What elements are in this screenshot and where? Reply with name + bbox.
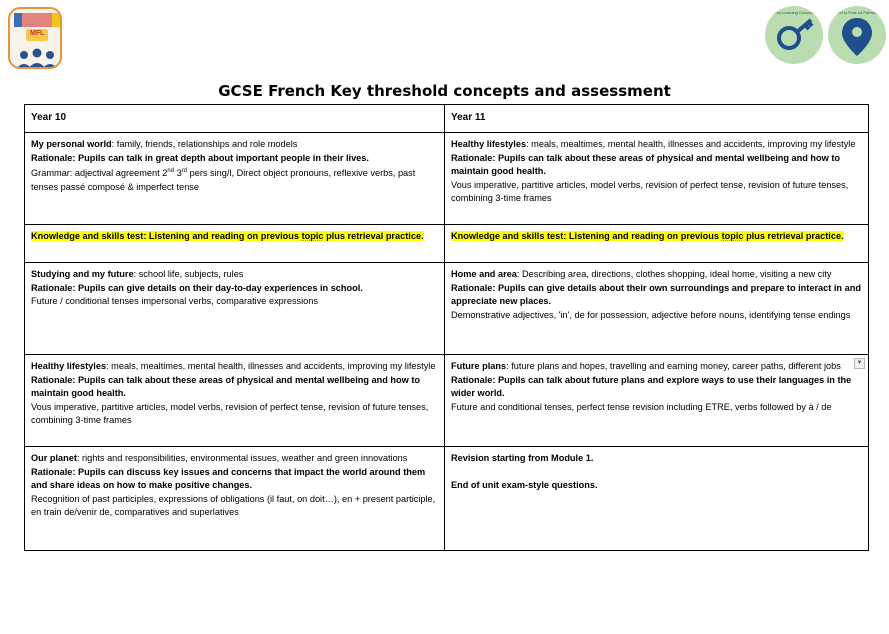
assessment-table: [24, 104, 869, 551]
topic-title: Future plans: [451, 361, 507, 371]
cell-y11-future-plans: [445, 355, 869, 447]
mfl-logo-text: MFL: [30, 30, 45, 37]
rationale: Rationale: Pupils can talk about these areas of physical and mental wellbeing and how to maintain good health.: [451, 152, 841, 176]
grammar-text: Vous imperative, partitive articles, model verbs, revision of perfect tense, revision of future tenses, combining 3-time frames: [451, 179, 849, 203]
rationale: Rationale: Pupils can discuss key issues and concerns that impact the world around them and share ideas on how to make positive changes.: [31, 466, 426, 490]
cell-y11-healthy-lifestyles: [445, 133, 869, 225]
header-year-11: Year 11: [445, 105, 869, 133]
grammar-text: Grammar: adjectival agreement 2: [31, 168, 168, 179]
test-text-part: plus retrieval practice.: [323, 231, 424, 241]
cell-y10-test: [25, 225, 445, 263]
topic-title: Home and area: [451, 269, 517, 279]
rationale: Rationale: Pupils can give details about their own surroundings and prepare to interact in and appreciate new places.: [451, 282, 861, 306]
grammar-sup: rd: [181, 168, 188, 174]
test-text-part: plus retrieval practice.: [743, 231, 844, 241]
rationale: Rationale: Pupils can talk about these areas of physical and mental wellbeing and how to maintain good health.: [31, 374, 421, 398]
cell-y10-personal-world: [25, 133, 445, 225]
grammar-text: pers sing/l, Direct object pronouns, reflexive verbs, past tenses passé composé & imperfect tense: [31, 168, 416, 192]
test-text: [451, 231, 844, 241]
key-concept-label: Key Learning Concept: [774, 10, 814, 15]
rationale: Rationale: Pupils can give details on their day-to-day experiences in school.: [31, 282, 363, 293]
topic-title: Healthy lifestyles: [451, 139, 527, 149]
grammar-sup: nd: [167, 168, 175, 174]
table-row: [25, 133, 869, 225]
rationale: Rationale: Pupils can talk about future plans and explore ways to use their languages in the wider world.: [451, 374, 852, 398]
cell-y11-test: [445, 225, 869, 263]
pathway-label: KS4 to Post-16 Pathway: [835, 10, 879, 15]
topic-description: : Describing area, directions, clothes shopping, ideal home, visiting a new city: [516, 269, 832, 279]
key-concept-icon: [765, 6, 823, 64]
pathway-pin-icon: [828, 6, 886, 64]
topic-title: Studying and my future: [31, 269, 134, 279]
cell-y11-revision: [445, 447, 869, 551]
table-row: [25, 263, 869, 355]
table-row: [25, 447, 869, 551]
topic-description: : future plans and hopes, travelling and earning money, career paths, different jobs: [506, 361, 841, 371]
topic-title: Our planet: [31, 453, 77, 463]
chevron-down-icon[interactable]: ▼: [854, 358, 865, 369]
exam-questions-text: End of unit exam-style questions.: [451, 480, 598, 490]
topic-description: : meals, mealtimes, mental health, illnesses and accidents, improving my lifestyle: [526, 139, 856, 149]
table-header-row: [25, 105, 869, 133]
grammar-text: Future / conditional tenses impersonal verbs, comparative expressions: [31, 296, 318, 306]
test-text-part: topic: [301, 231, 324, 241]
rationale: Rationale: Pupils can talk in great depth about important people in their lives.: [31, 152, 369, 163]
topic-description: : rights and responsibilities, environmental issues, weather and green innovations: [76, 453, 408, 463]
grammar-text: Vous imperative, partitive articles, model verbs, revision of perfect tense, revision of future tenses, combining 3-time frames: [31, 401, 429, 425]
cell-y10-healthy-lifestyles: [25, 355, 445, 447]
grammar-text: Demonstrative adjectives, 'in', de for possession, adjective before nouns, identifying tense endings: [451, 309, 851, 320]
topic-title: Healthy lifestyles: [31, 361, 107, 371]
cell-y10-our-planet: [25, 447, 445, 551]
test-text-part: topic: [721, 231, 744, 241]
test-text: [31, 231, 424, 241]
revision-text: Revision starting from Module 1.: [451, 453, 594, 463]
topic-description: : family, friends, relationships and role models: [111, 139, 298, 149]
table-row-test: [25, 225, 869, 263]
topic-title: My personal world: [31, 139, 112, 149]
topic-description: : school life, subjects, rules: [133, 269, 244, 279]
cell-y10-studying: [25, 263, 445, 355]
cell-y11-home-area: [445, 263, 869, 355]
page-title: GCSE French Key threshold concepts and assessment: [218, 82, 671, 100]
table-row: [25, 355, 869, 447]
grammar-text: Future and conditional tenses, perfect tense revision including ETRE, verbs followed by à / de: [451, 401, 832, 412]
header-year-10: Year 10: [25, 105, 445, 133]
topic-description: : meals, mealtimes, mental health, illnesses and accidents, improving my lifestyle: [106, 361, 436, 371]
test-text-part: Knowledge and skills test: Listening and reading on previous: [451, 231, 722, 241]
grammar-text: 3: [174, 168, 182, 179]
mfl-logo: [8, 7, 62, 69]
grammar-text: Recognition of past participles, expressions of obligations (il faut, on doit…), en + present participle, en train de/venir de, comparatives and superlatives: [31, 493, 436, 517]
test-text-part: Knowledge and skills test: Listening and reading on previous: [31, 231, 302, 241]
